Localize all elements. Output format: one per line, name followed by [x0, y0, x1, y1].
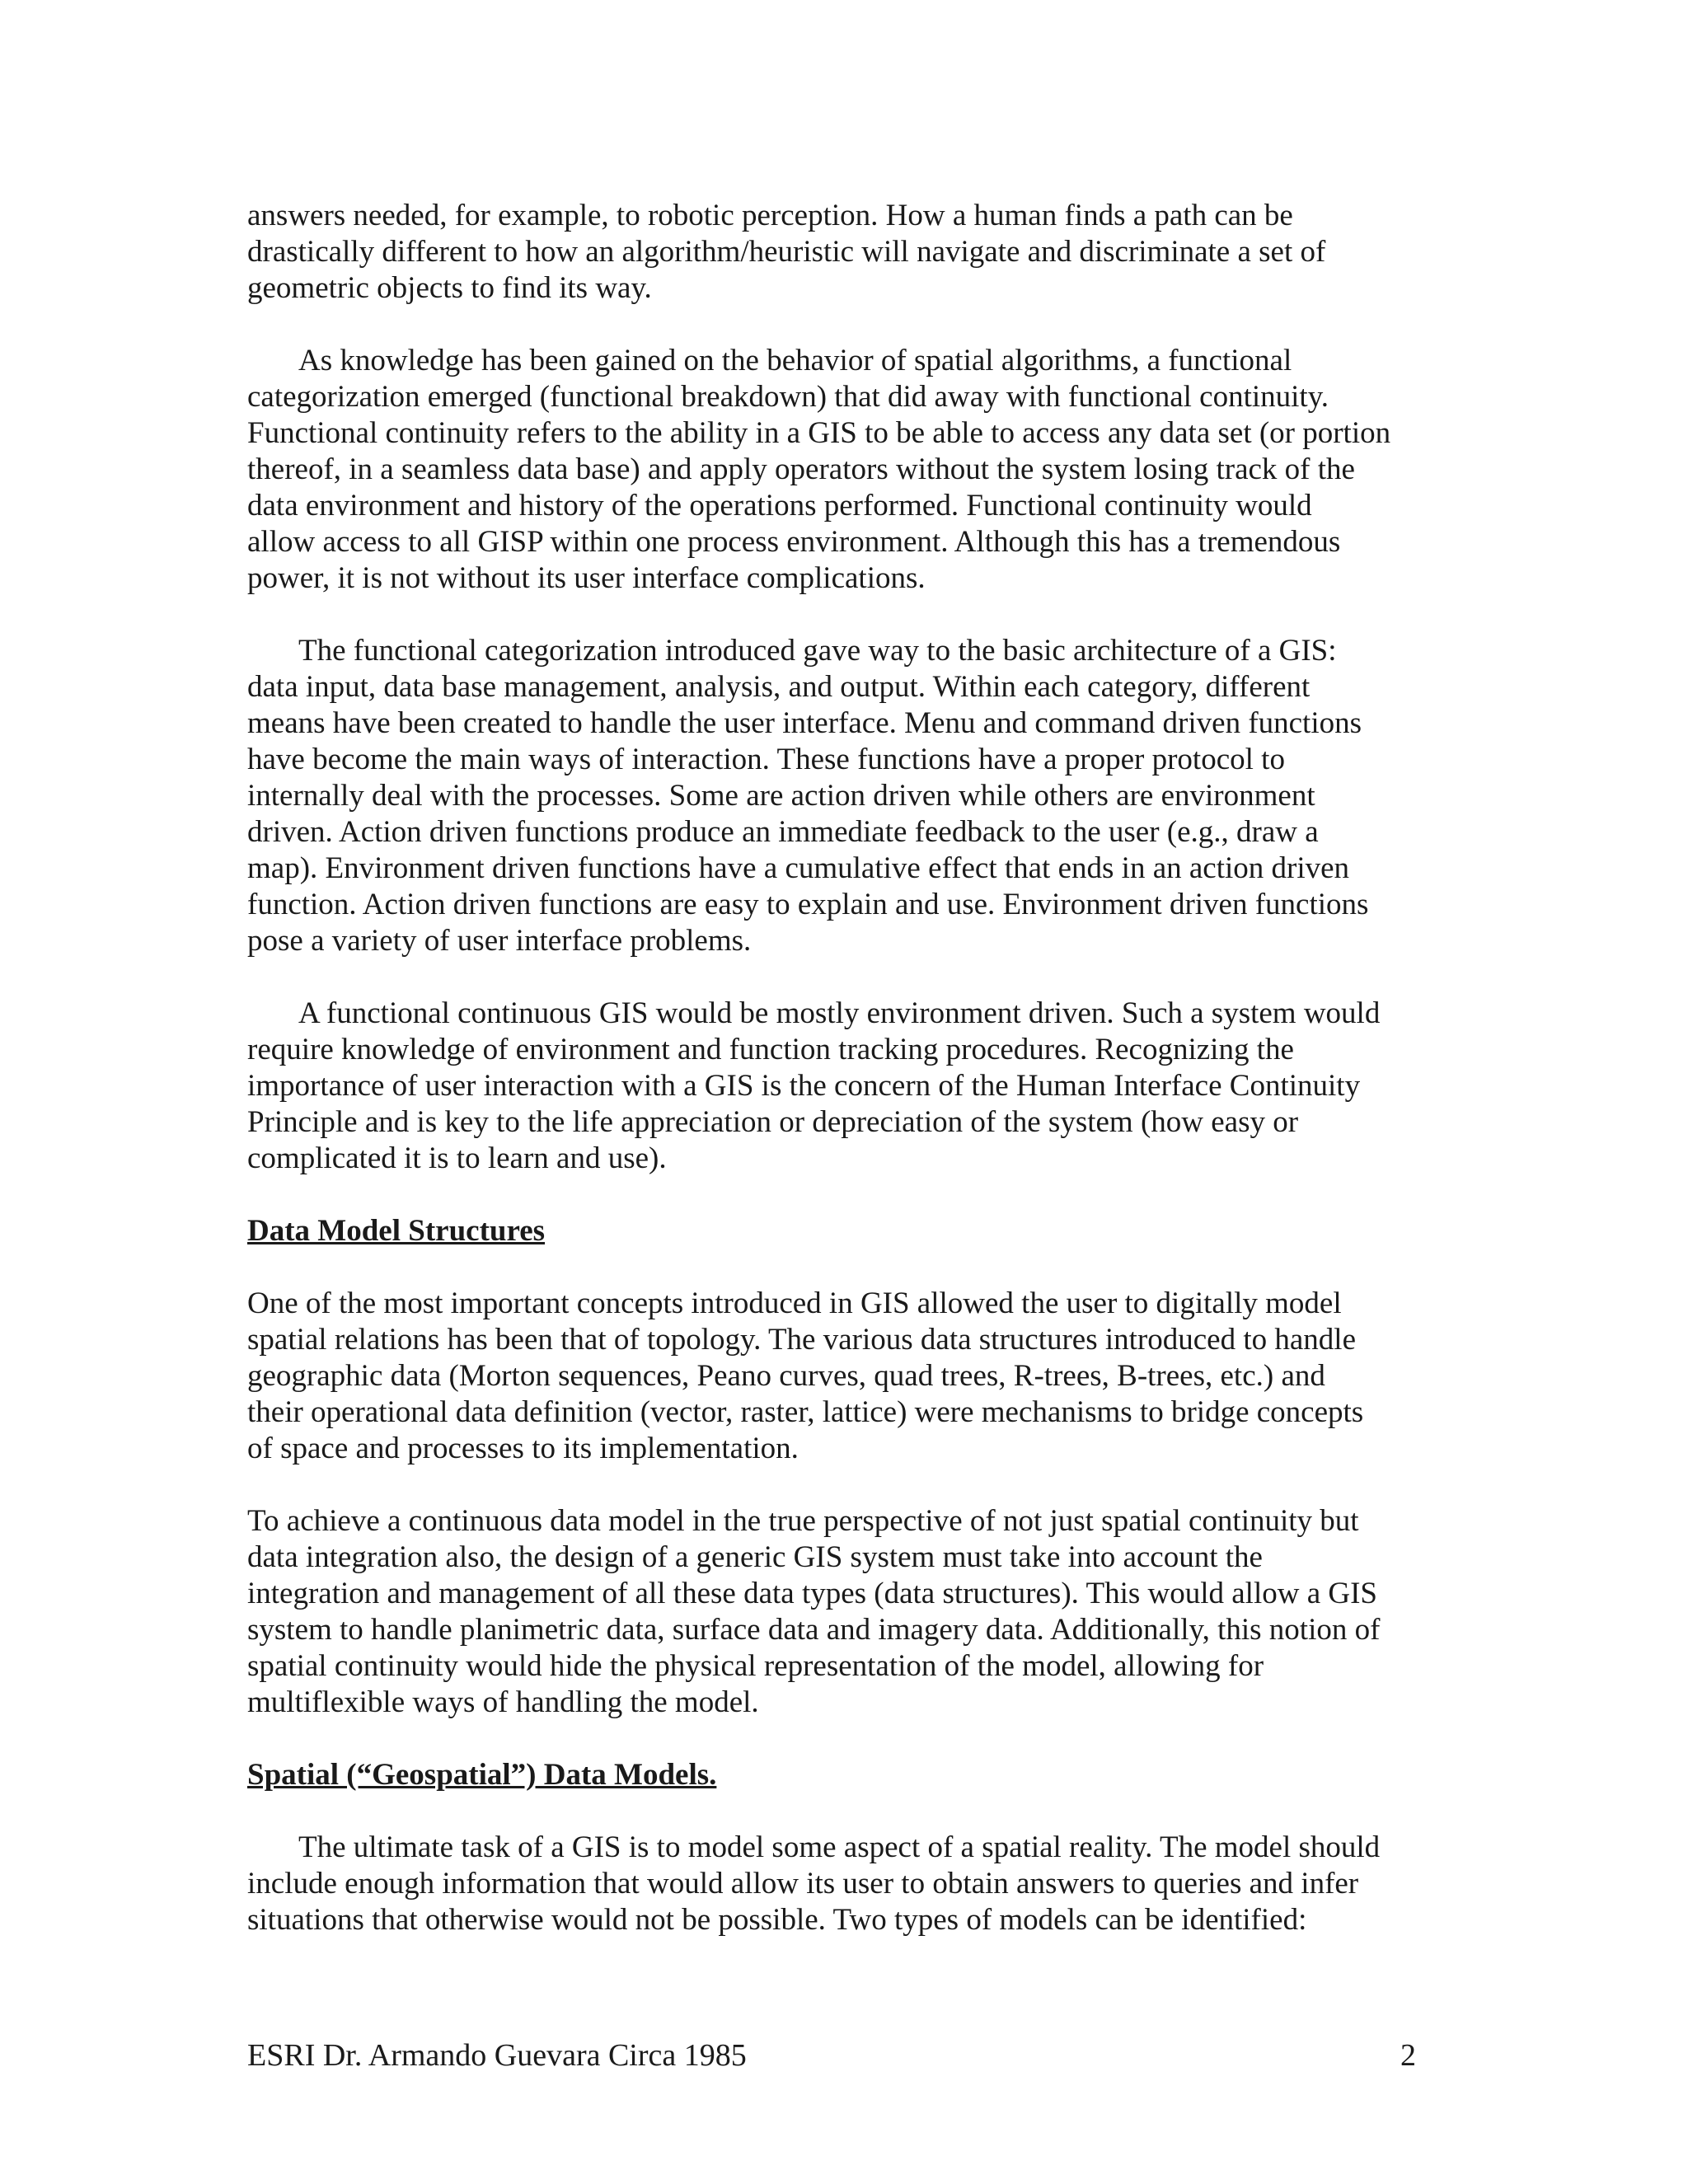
text-line: data input, data base management, analysis, and output. Within each category, different — [247, 670, 1311, 704]
text-line: internally deal with the processes. Some are action driven while others are environment — [247, 779, 1315, 813]
text-line: Principle and is key to the life appreciation or depreciation of the system (how easy or — [247, 1105, 1299, 1139]
text-line: integration and management of all these data types (data structures). This would allow a GIS — [247, 1577, 1378, 1610]
text-line: The functional categorization introduced gave way to the basic architecture of a GIS: — [298, 634, 1337, 668]
text-line: importance of user interaction with a GIS is the concern of the Human Interface Continuity — [247, 1069, 1361, 1103]
text-line: To achieve a continuous data model in the true perspective of not just spatial continuity but — [247, 1504, 1359, 1538]
paragraph-4 — [247, 996, 1451, 1177]
text-line: of space and processes to its implementation. — [247, 1432, 799, 1465]
paragraph-6 — [247, 1503, 1451, 1721]
text-line: means have been created to handle the user interface. Menu and command driven functions — [247, 706, 1362, 740]
page-footer — [247, 2037, 1416, 2074]
text-line: thereof, in a seamless data base) and apply operators without the system losing track of the — [247, 452, 1355, 486]
text-line: situations that otherwise would not be possible. Two types of models can be identified: — [247, 1903, 1307, 1937]
text-line: geometric objects to find its way. — [247, 271, 652, 305]
text-line: driven. Action driven functions produce an immediate feedback to the user (e.g., draw a — [247, 815, 1319, 849]
paragraph-1 — [247, 198, 1451, 307]
paragraph-2 — [247, 343, 1451, 597]
text-line: data environment and history of the operations performed. Functional continuity would — [247, 489, 1312, 523]
text-line: spatial relations has been that of topology. The various data structures introduced to handle — [247, 1323, 1356, 1357]
document-page — [247, 198, 1451, 1975]
text-line: answers needed, for example, to robotic perception. How a human finds a path can be — [247, 199, 1293, 232]
text-line: Functional continuity refers to the ability in a GIS to be able to access any data set (or portion — [247, 416, 1391, 450]
text-line: function. Action driven functions are easy to explain and use. Environment driven functions — [247, 888, 1369, 921]
text-line: spatial continuity would hide the physical representation of the model, allowing for — [247, 1649, 1264, 1683]
page-number: 2 — [1400, 2038, 1416, 2073]
paragraph-7 — [247, 1830, 1451, 1938]
text-line: map). Environment driven functions have a cumulative effect that ends in an action driven — [247, 851, 1350, 885]
section-heading-data-model-structures: Data Model Structures — [247, 1214, 546, 1248]
text-line: system to handle planimetric data, surface data and imagery data. Additionally, this notion of — [247, 1613, 1381, 1647]
text-line: As knowledge has been gained on the behavior of spatial algorithms, a functional — [298, 344, 1292, 377]
text-line: One of the most important concepts introduced in GIS allowed the user to digitally model — [247, 1286, 1342, 1320]
text-line: their operational data definition (vector, raster, lattice) were mechanisms to bridge concepts — [247, 1395, 1364, 1429]
text-line: include enough information that would allow its user to obtain answers to queries and infer — [247, 1867, 1359, 1900]
text-line: A functional continuous GIS would be mostly environment driven. Such a system would — [298, 996, 1381, 1030]
text-line: categorization emerged (functional breakdown) that did away with functional continuity. — [247, 380, 1329, 414]
text-line: drastically different to how an algorithm/heuristic will navigate and discriminate a set of — [247, 235, 1326, 269]
text-line: power, it is not without its user interface complications. — [247, 561, 926, 595]
text-line: multiflexible ways of handling the model. — [247, 1685, 759, 1719]
text-line: pose a variety of user interface problems. — [247, 924, 752, 958]
text-line: The ultimate task of a GIS is to model some aspect of a spatial reality. The model should — [298, 1830, 1381, 1864]
paragraph-5 — [247, 1286, 1451, 1467]
paragraph-3 — [247, 633, 1451, 959]
text-line: allow access to all GISP within one process environment. Although this has a tremendous — [247, 525, 1341, 559]
text-line: geographic data (Morton sequences, Peano curves, quad trees, R-trees, B-trees, etc.) and — [247, 1359, 1325, 1393]
text-line: have become the main ways of interaction. These functions have a proper protocol to — [247, 743, 1285, 776]
text-line: require knowledge of environment and function tracking procedures. Recognizing the — [247, 1033, 1294, 1066]
footer-credit: ESRI Dr. Armando Guevara Circa 1985 — [247, 2038, 747, 2073]
section-heading-spatial-data-models: Spatial (“Geospatial”) Data Models. — [247, 1758, 717, 1792]
text-line: complicated it is to learn and use). — [247, 1141, 667, 1175]
text-line: data integration also, the design of a generic GIS system must take into account the — [247, 1540, 1263, 1574]
